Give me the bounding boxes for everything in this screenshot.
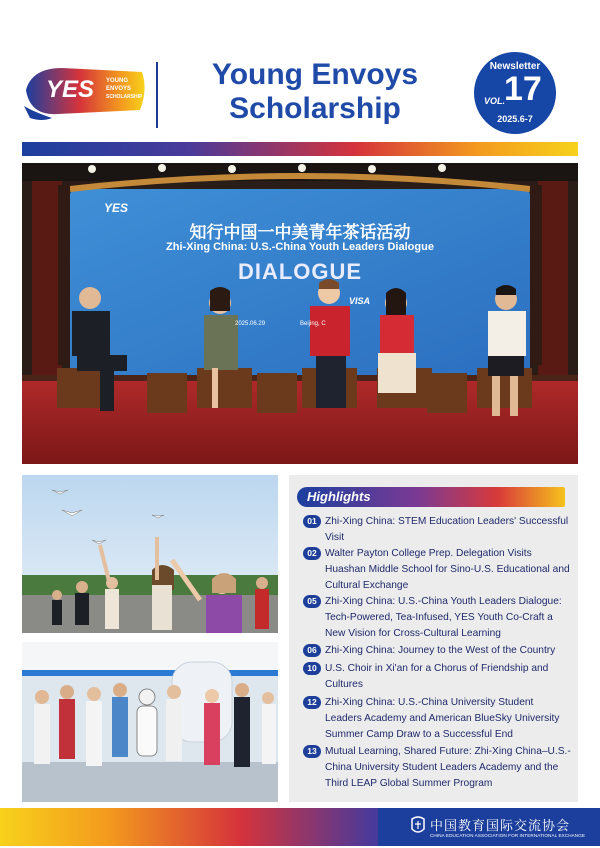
badge-number: 17 [504, 70, 542, 108]
header-divider [156, 62, 158, 128]
highlight-page-number: 02 [303, 547, 321, 560]
issue-badge [474, 52, 556, 134]
logo-sub-1: YOUNG [106, 78, 129, 84]
highlight-page-number: 06 [303, 644, 321, 657]
stage-dialogue-text: DIALOGUE [237, 259, 363, 284]
highlight-page-number: 10 [303, 662, 321, 675]
highlight-text[interactable]: Mutual Learning, Shared Future: Zhi-Xing China–U.S.-China University Student Leaders Academy and the Third LEAP Global Summer Program [325, 746, 571, 789]
hero-photo-dialogue-stage [22, 163, 578, 464]
top-color-stripe [22, 142, 578, 156]
photo-robot-exhibit [22, 642, 278, 802]
stage-city: Beijing, C [300, 321, 326, 327]
highlight-text[interactable]: Zhi-Xing China: STEM Education Leaders' Successful Visit [325, 516, 569, 543]
highlight-text[interactable]: Zhi-Xing China: U.S.-China Youth Leaders Dialogue: Tech-Powered, Tea-Infused, YES Youth Co-Craft a New Vision for Cross-Cultural Learning [325, 596, 562, 639]
highlight-text[interactable]: Zhi-Xing China: U.S.-China University Student Leaders Academy and American BlueSky University Summer Camp Draw to a Successful End [325, 697, 560, 740]
footer-org-name-en: CHINA EDUCATION ASSOCIATION FOR INTERNATIONAL EXCHANGE [430, 833, 586, 838]
stage-date: 2025.06.29 [235, 321, 266, 327]
highlight-page-number: 01 [303, 515, 321, 528]
logo-text: YES [46, 76, 95, 103]
badge-date: 2025.6-7 [497, 114, 533, 124]
yes-logo [22, 60, 150, 126]
newsletter-title [170, 58, 460, 126]
highlights-panel [289, 475, 578, 802]
logo-sub-2: ENVOYS [106, 86, 132, 92]
highlight-page-number: 13 [303, 745, 321, 758]
highlights-heading: Highlights [307, 489, 371, 504]
stage-title-cn: 知行中国一中美青年茶话活动 [189, 223, 411, 243]
stage-title-en: Zhi-Xing China: U.S.-China Youth Leaders Dialogue [166, 241, 434, 253]
badge-vol: VOL. [484, 96, 506, 106]
highlights-header [297, 487, 565, 507]
highlight-text[interactable]: U.S. Choir in Xi'an for a Chorus of Friendship and Cultures [325, 663, 549, 690]
footer-org-name-cn: 中国教育国际交流协会 [430, 819, 571, 834]
stage-logo: YES [104, 201, 129, 215]
org-emblem-icon [410, 815, 426, 842]
photo-seagulls-outdoor [22, 475, 278, 633]
highlight-page-number: 12 [303, 696, 321, 709]
highlight-text[interactable]: Walter Payton College Prep. Delegation Visits Huashan Middle School for Sino-U.S. Educational and Cultural Exchange [325, 548, 570, 591]
highlight-page-number: 05 [303, 595, 321, 608]
logo-sub-3: SCHOLARSHIP [106, 94, 143, 100]
badge-label: Newsletter [489, 61, 541, 72]
stage-sponsor-logo: VISA [349, 296, 371, 306]
title-line-1: Young Envoys [211, 58, 419, 91]
highlight-text[interactable]: Zhi-Xing China: Journey to the West of the Country [325, 645, 556, 656]
title-line-2: Scholarship [229, 92, 401, 125]
